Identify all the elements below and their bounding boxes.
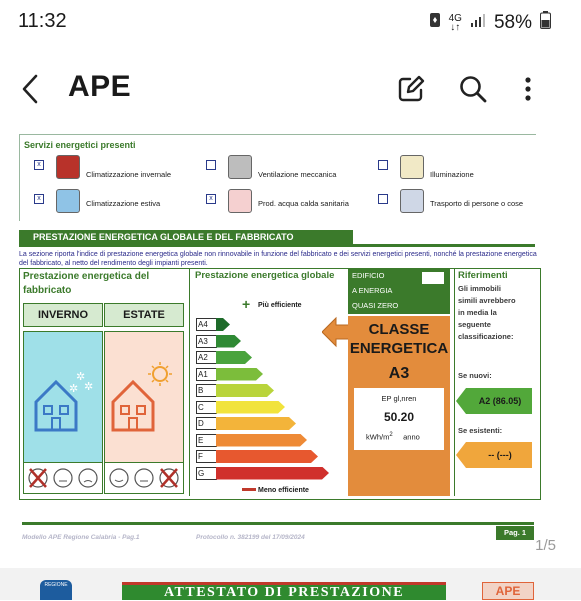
service-label: Ventilazione meccanica [258,170,337,179]
summer-house-icon [105,332,183,462]
riferimenti-line: seguente [458,320,491,329]
signal-icon [470,12,486,34]
riferimenti-text [458,283,516,343]
ac-unit-icon [56,189,80,213]
ep-label: EP gl,nren [381,394,417,403]
winter-panel [23,331,103,463]
energy-class-bar-d [216,417,296,430]
energy-class-label-c: C [196,401,217,414]
section-underline [19,244,535,247]
energy-class-bar-f [216,450,318,463]
footer-protocol: Protocollo n. 382199 del 17/09/2024 [196,534,305,541]
footer-line [22,522,534,525]
section-description: La sezione riporta l'indice di prestazione energetica globale non rinnovabile in funzione del fabbricato e dei servizi energetici presenti, nonché la prestazione energetica del fabbricato, al netto del rendimento degli impianti presenti. [19,251,537,267]
globale-title: Prestazione energetica globale [195,270,335,281]
energy-class-label-a1: A1 [196,368,217,381]
checkbox-ventilazione-meccanica [206,160,216,170]
energy-class-label-g: G [196,467,217,480]
energy-class-label-e: E [196,434,217,447]
riferimenti-title: Riferimenti [458,270,508,281]
nzeb-line: A ENERGIA [352,286,393,295]
network-type: 4G ↓↑ [448,13,462,33]
energy-class-label-b: B [196,384,217,397]
energy-scale [196,318,336,484]
class-label: CLASSE [368,321,430,338]
winter-rating-faces [23,462,103,494]
next-page-badge-text: APE [495,584,521,598]
checkbox-climatizzazione-estiva: x [34,194,44,204]
summer-rating-faces [104,462,184,494]
back-arrow-icon[interactable] [18,72,44,106]
gear-icon [400,189,424,213]
notification-icon [429,12,441,34]
service-label: Trasporto di persone o cose [430,199,524,208]
energy-class-bar-a3 [216,335,241,348]
checkbox-illuminazione [378,160,388,170]
summer-header: ESTATE [104,303,184,327]
new-class-value: A2 (86.05) [478,396,522,406]
footer-page: Pag. 1 [496,526,534,540]
nzeb-line: EDIFICIO [352,271,385,280]
services-title: Servizi energetici presenti [24,140,136,150]
riferimenti-line: in media la [458,308,497,317]
winter-house-icon [24,332,102,462]
energy-class-bar-a2 [216,351,252,364]
riferimenti-line: simili avrebbero [458,296,516,305]
service-label: Illuminazione [430,170,474,179]
checkbox-climatizzazione-invernale: x [34,160,44,170]
water-tap-icon [228,189,252,213]
svg-text:✲: ✲ [69,382,79,395]
minus-icon [242,488,256,491]
ep-unit-base: kWh/m [366,432,390,442]
ep-unit [366,432,420,442]
battery-percent: 58% [493,12,532,33]
svg-text:✲: ✲ [76,370,86,383]
existing-label: Se esistenti: [458,426,503,435]
service-label: Prod. acqua calda sanitaria [258,199,349,208]
summer-panel [104,331,184,463]
energy-class-bar-e [216,434,307,447]
lamp-icon [400,155,424,179]
service-label: Climatizzazione estiva [86,199,161,208]
status-time: 11:32 [18,10,67,32]
less-efficient-label: Meno efficiente [258,487,309,494]
nzeb-checkbox [422,272,444,284]
app-title: APE [68,70,132,103]
service-label: Climatizzazione invernale [86,170,172,179]
checkbox-acqua-calda: x [206,194,216,204]
region-logo-text: REGIONE [44,582,68,588]
page-counter: 1/5 [535,537,556,554]
energy-class-label-a3: A3 [196,335,217,348]
energy-class-label-a2: A2 [196,351,217,364]
checkbox-trasporto [378,194,388,204]
energy-class-bar-g [216,467,329,480]
new-label: Se nuovi: [458,371,492,380]
ep-unit-exponent: 2 [389,432,393,438]
section-title-bar: PRESTAZIONE ENERGETICA GLOBALE E DEL FABBRICATO [19,230,353,244]
fabbricato-title: Prestazione energetica del fabbricato [23,271,150,296]
search-icon[interactable] [458,74,488,104]
svg-text:✲: ✲ [84,380,94,393]
radiator-icon [56,155,80,179]
more-efficient-label: Più efficiente [258,302,302,309]
energy-class-bar-c [216,401,285,414]
next-page-title: ATTESTATO DI PRESTAZIONE [163,585,405,600]
status-indicators [429,11,551,35]
energy-class-label-d: D [196,417,217,430]
riferimenti-line: classificazione: [458,332,514,341]
energy-class-bar-b [216,384,274,397]
footer-model: Modello APE Regione Calabria - Pag.1 [22,534,140,541]
ep-value: 50.20 [383,410,415,424]
energy-class-label-a4: A4 [196,318,217,331]
energy-class-bar-a1 [216,368,263,381]
class-value: A3 [388,365,410,382]
ep-unit-tail: anno [403,432,420,442]
riferimenti-line: Gli immobili [458,284,501,293]
nzeb-line: QUASI ZERO [352,301,399,310]
energy-class-label-f: F [196,450,217,463]
energy-class-bar-a4 [216,318,230,331]
more-options-icon[interactable] [518,74,538,104]
fan-icon [228,155,252,179]
plus-icon: + [242,296,251,312]
edit-icon[interactable] [396,74,426,104]
existing-class-value: -- (---) [488,450,512,460]
winter-header: INVERNO [23,303,103,327]
battery-icon [540,11,551,35]
class-label: ENERGETICA [349,340,449,357]
